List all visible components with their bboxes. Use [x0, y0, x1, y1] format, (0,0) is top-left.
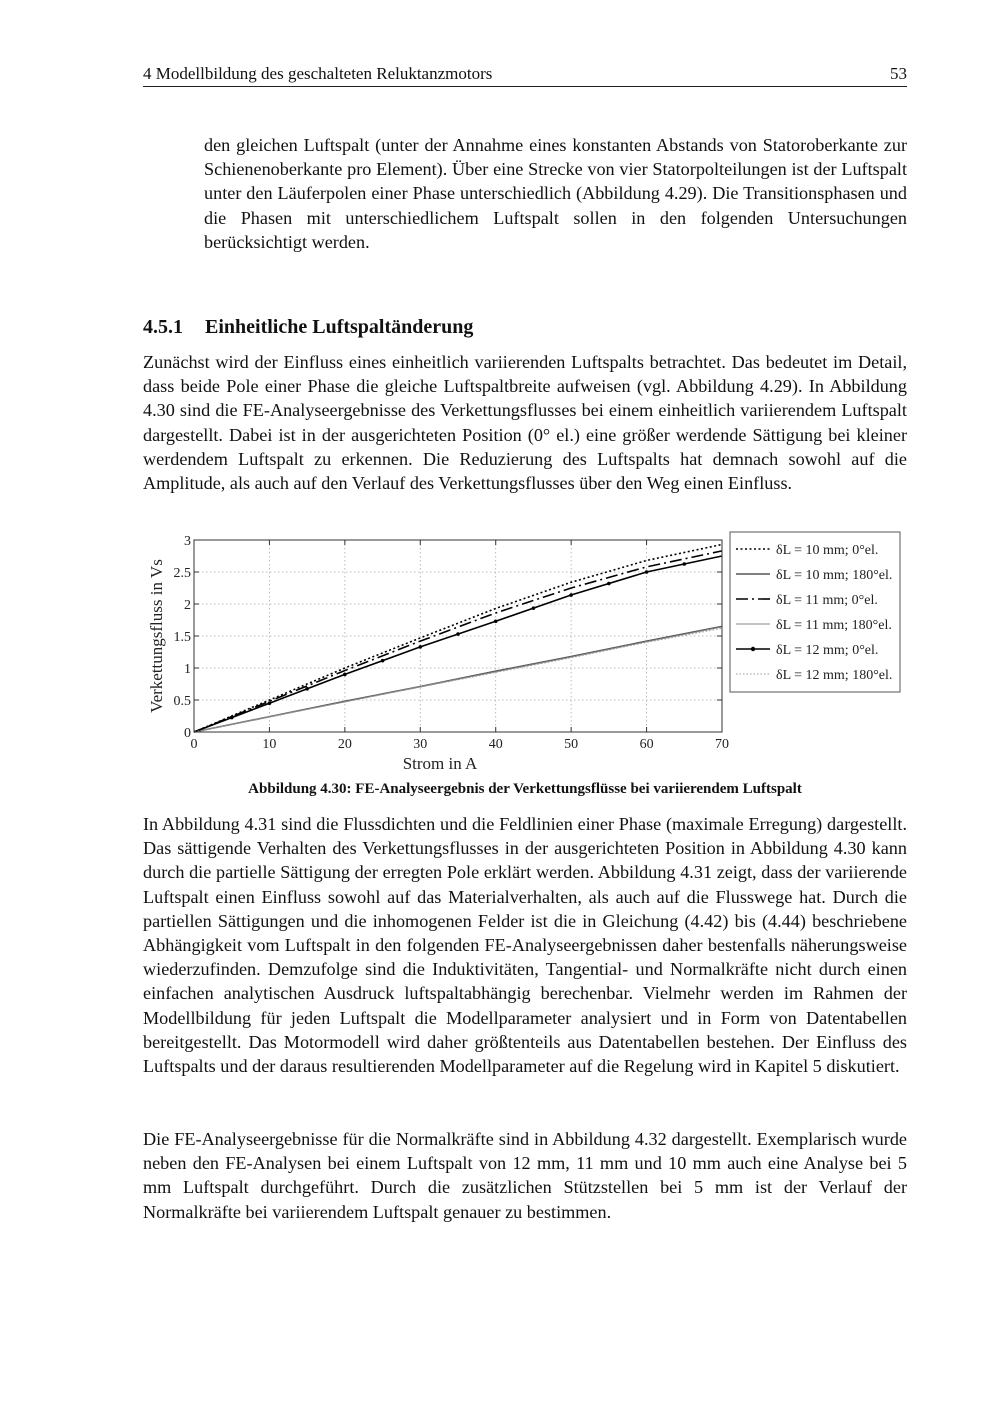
legend-entry: δL = 12 mm; 180°el. — [776, 668, 893, 683]
x-tick-label: 50 — [564, 737, 579, 752]
figure-caption: Abbildung 4.30: FE-Analyseergebnis der Verkettungsflüsse bei variierendem Luftspalt — [248, 781, 802, 797]
x-tick-label: 70 — [715, 737, 729, 752]
series-marker — [494, 619, 498, 623]
chart-legend — [730, 532, 900, 692]
chart-svg — [140, 528, 910, 778]
series-marker — [305, 687, 309, 691]
series-marker — [569, 593, 573, 597]
chart-curves — [194, 544, 722, 732]
intro-paragraph: den gleichen Luftspalt (unter der Annahme eines konstanten Abstands von Statoroberkante zur Schienenoberkante pro Element). Über eine Strecke von vier Statorpolteilungen ist der Luftspalt unter den Läuferpolen einer Phase unterschiedlich (Abbildung 4.29). Die Transitionsphasen und die Phasen mit unterschiedlichem Luftspalt sollen in den folgenden Untersuchungen berücksichtigt werden. — [204, 135, 907, 252]
section-number: 4.5.1 — [143, 316, 183, 338]
legend-entry: δL = 10 mm; 180°el. — [776, 568, 893, 583]
series-line — [194, 556, 722, 732]
flux-linkage-chart — [140, 528, 910, 783]
x-tick-label: 30 — [413, 737, 428, 752]
y-axis-label: Verkettungsfluss in Vs — [147, 559, 166, 713]
series-marker — [343, 673, 347, 677]
series-marker — [532, 606, 536, 610]
paragraph-1: Zunächst wird der Einfluss eines einheitlich variierenden Luftspalts betrachtet. Das bedeutet im Detail, dass beide Pole einer Phase die gleiche Luftspaltbreite aufweisen (vgl. Abbildung 4.29). In Abbildung 4.30 sind die FE-Analyseergebnisse des Verkettungsflusses bei einem einheitlich variierendem Luftspalt dargestellt. Dabei ist in der ausgerichteten Position (0° el.) eine größer werdende Sättigung bei kleiner werdendem Luftspalt zu erkennen. Die Reduzierung des Luftspalts hat demnach sowohl auf die Amplitude, als auch auf den Verlauf des Verkettungsflusses über den Weg einen Einfluss. — [143, 352, 907, 494]
legend-entry: δL = 12 mm; 0°el. — [776, 643, 879, 658]
x-tick-label: 0 — [190, 737, 198, 752]
series-marker — [645, 570, 649, 574]
y-tick-label: 1.5 — [173, 630, 191, 645]
series-marker — [607, 582, 611, 586]
series-marker — [418, 645, 422, 649]
series-marker — [456, 632, 460, 636]
x-tick-label: 60 — [639, 737, 654, 752]
series-marker — [230, 716, 234, 720]
series-marker — [682, 562, 686, 566]
paragraph-2: In Abbildung 4.31 sind die Flussdichten und die Feldlinien einer Phase (maximale Erregung) dargestellt. Das sättigende Verhalten des Verkettungsflusses in der ausgerichteten Position in Abbildung 4.30 kann durch die partielle Sättigung der erregten Pole erklärt werden. Abbildung 4.31 zeigt, dass der variierende Luftspalt einen Einfluss sowohl auf das Materialverhalten, als auch auf die Flusswege hat. Durch die partiellen Sättigungen und die inhomogenen Felder ist die in Gleichung (4.42) bis (4.44) beschriebene Abhängigkeit vom Luftspalt in den folgenden FE-Analyseergebnissen daher bestenfalls näherungsweise wiederzufinden. Demzufolge sind die Induktivitäten, Tangential- und Normalkräfte nicht durch einen einfachen analytischen Ausdruck luftspaltabhängig berechenbar. Vielmehr werden im Rahmen der Modellbildung für jeden Luftspalt die Modellparameter analysiert und in Form von Datentabellen bereitgestellt. Das Motormodell wird daher größtenteils aus Datentabellen bestehen. Der Einfluss des Luftspalts und der daraus resultierenden Modellparameter auf die Regelung wird in Kapitel 5 diskutiert. — [143, 814, 907, 1077]
y-tick-label: 2 — [184, 598, 191, 613]
legend-entry: δL = 11 mm; 0°el. — [776, 593, 878, 608]
y-tick-label: 1 — [184, 662, 191, 677]
y-tick-label: 3 — [184, 534, 191, 549]
chapter-title: 4 Modellbildung des geschalteten Reluktanzmotors — [143, 64, 493, 83]
legend-entry: δL = 11 mm; 180°el. — [776, 618, 892, 633]
x-tick-label: 40 — [488, 737, 503, 752]
x-tick-label: 10 — [262, 737, 277, 752]
y-tick-label: 0 — [184, 726, 191, 741]
x-axis-label: Strom in A — [402, 754, 478, 773]
chart-grid — [194, 540, 722, 732]
section-title: Einheitliche Luftspaltänderung — [205, 316, 474, 338]
series-line — [194, 628, 722, 732]
x-tick-label: 20 — [337, 737, 352, 752]
page-number: 53 — [890, 64, 907, 83]
legend-entry: δL = 10 mm; 0°el. — [776, 543, 879, 558]
y-tick-label: 2.5 — [173, 566, 191, 581]
running-header — [143, 62, 907, 87]
paragraph-3: Die FE-Analyseergebnisse für die Normalkräfte sind in Abbildung 4.32 dargestellt. Exemplarisch wurde neben den FE-Analysen bei einem Luftspalt von 12 mm, 11 mm und 10 mm auch eine Analyse bei 5 mm Luftspalt durchgeführt. Durch die zusätzlichen Stützstellen bei 5 mm ist der Verlauf der Normalkräfte bei variierendem Luftspalt genauer zu bestimmen. — [143, 1129, 907, 1222]
section-heading — [143, 316, 473, 339]
series-marker — [268, 701, 272, 705]
series-marker — [381, 659, 385, 663]
y-tick-label: 0.5 — [173, 694, 191, 709]
